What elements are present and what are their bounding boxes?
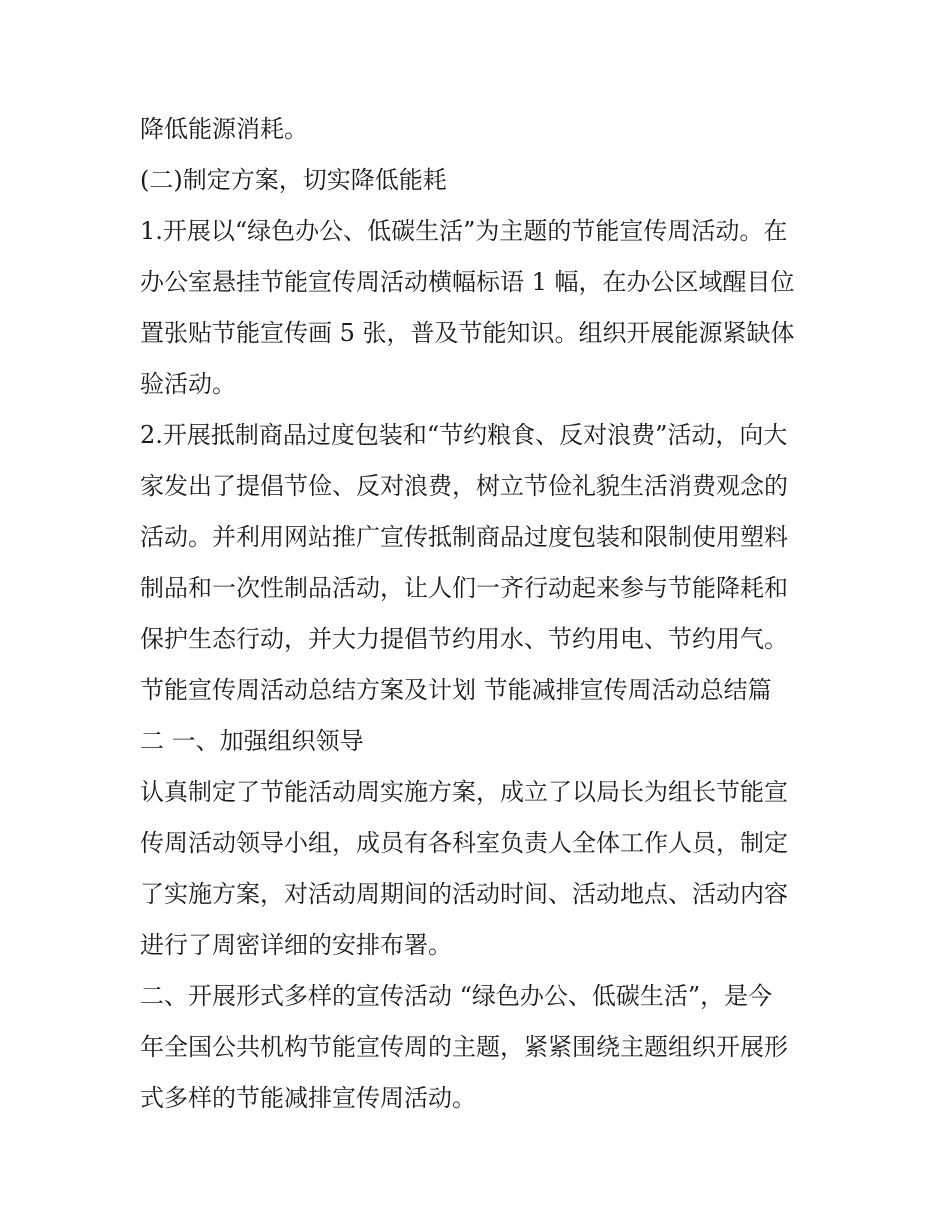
text-line: 年全国公共机构节能宣传周的主题，紧紧围绕主题组织开展形 <box>140 1033 788 1061</box>
text-line: 置张贴节能宣传画 5 张，普及节能知识。组织开展能源紧缺体 <box>140 319 795 347</box>
document-body <box>140 104 820 1124</box>
text-line: 降低能源消耗。 <box>140 115 308 143</box>
text-line: 传周活动领导小组，成员有各科室负责人全体工作人员，制定 <box>140 829 788 857</box>
section-heading: (二)制定方案，切实降低能耗 <box>140 166 447 194</box>
text-line: 二、开展形式多样的宣传活动 “绿色办公、低碳生活”，是今 <box>140 982 773 1010</box>
text-line: 1.开展以“绿色办公、低碳生活”为主题的节能宣传周活动。在 <box>140 217 788 245</box>
text-line: 节能宣传周活动总结方案及计划 节能减排宣传周活动总结篇 <box>140 676 772 704</box>
text-line: 家发出了提倡节俭、反对浪费，树立节俭礼貌生活消费观念的 <box>140 472 788 500</box>
text-line: 式多样的节能减排宣传周活动。 <box>140 1084 476 1112</box>
text-line: 办公室悬挂节能宣传周活动横幅标语 1 幅，在办公区域醒目位 <box>140 268 795 296</box>
text-line: 验活动。 <box>140 370 236 398</box>
section-heading: 二 一、加强组织领导 <box>140 727 364 755</box>
text-line: 2.开展抵制商品过度包装和“节约粮食、反对浪费”活动，向大 <box>140 421 788 449</box>
text-line: 认真制定了节能活动周实施方案，成立了以局长为组长节能宣 <box>140 778 788 806</box>
text-line: 活动。并利用网站推广宣传抵制商品过度包装和限制使用塑料 <box>140 523 788 551</box>
text-line: 保护生态行动，并大力提倡节约用水、节约用电、节约用气。 <box>140 625 788 653</box>
text-line: 制品和一次性制品活动，让人们一齐行动起来参与节能降耗和 <box>140 574 788 602</box>
text-line: 进行了周密详细的安排布署。 <box>140 931 452 959</box>
text-line: 了实施方案，对活动周期间的活动时间、活动地点、活动内容 <box>140 880 788 908</box>
